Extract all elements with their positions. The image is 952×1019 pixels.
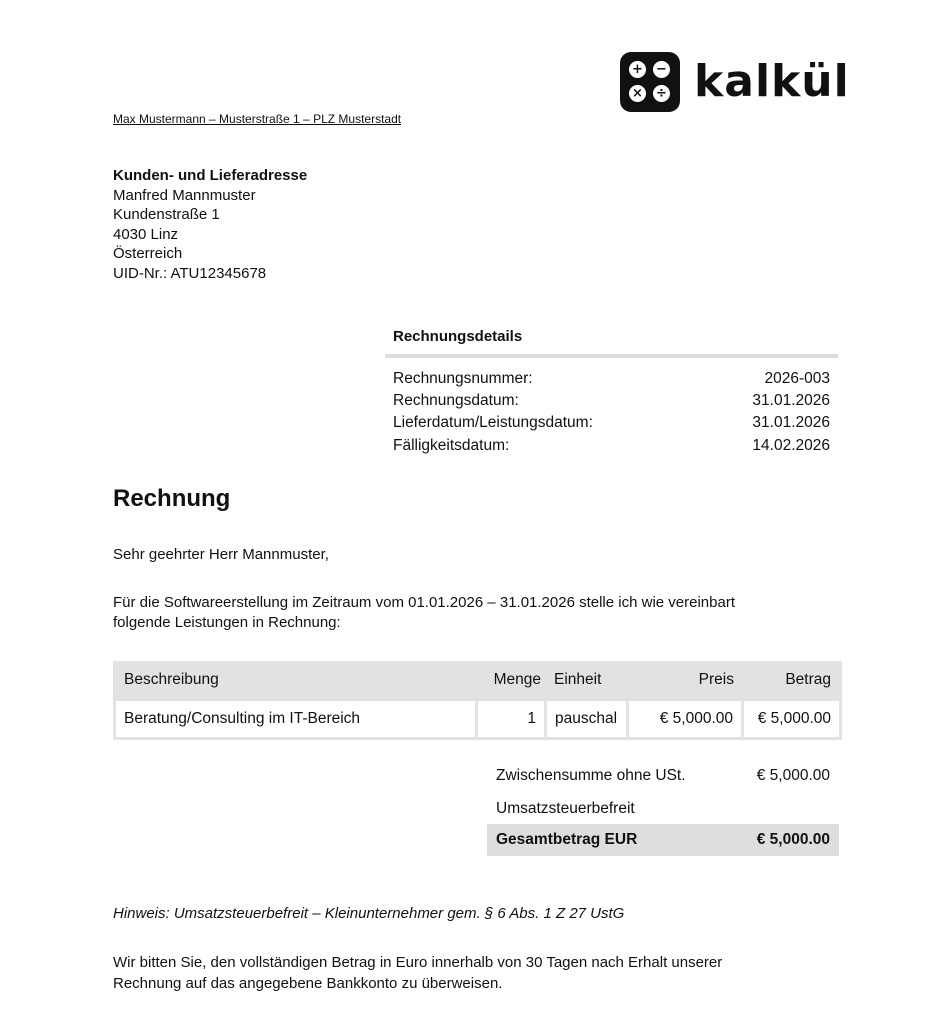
detail-value: 2026-003 <box>764 370 830 387</box>
grand-total-value: € 5,000.00 <box>756 831 830 848</box>
document-title: Rechnung <box>113 485 231 512</box>
divide-icon: ÷ <box>653 85 670 102</box>
detail-label: Lieferdatum/Leistungsdatum: <box>393 414 593 431</box>
detail-value: 31.01.2026 <box>752 414 830 431</box>
calculator-icon <box>620 52 680 112</box>
sender-address-line: Max Mustermann – Musterstraße 1 – PLZ Musterstadt <box>113 112 402 126</box>
payment-line-2: Rechnung auf das angegebene Bankkonto zu überweisen. <box>113 975 503 992</box>
row-description: Beratung/Consulting im IT-Bereich <box>116 701 475 737</box>
customer-country: Österreich <box>113 245 183 262</box>
plus-icon: + <box>629 61 646 78</box>
table-header-row <box>113 661 842 699</box>
details-divider <box>385 354 838 358</box>
tax-note: Hinweis: Umsatzsteuerbefreit – Kleinunternehmer gem. § 6 Abs. 1 Z 27 UstG <box>113 905 625 922</box>
payment-line-1: Wir bitten Sie, den vollständigen Betrag in Euro innerhalb von 30 Tagen nach Erhalt unserer <box>113 954 723 971</box>
subtotal-value: € 5,000.00 <box>756 767 830 784</box>
detail-row-due-date <box>393 437 830 455</box>
detail-row-invoice-date <box>393 392 830 410</box>
row-quantity: 1 <box>478 701 544 737</box>
customer-address <box>113 166 307 283</box>
intro-line-2: folgende Leistungen in Rechnung: <box>113 614 341 631</box>
header-quantity: Menge <box>493 671 541 688</box>
address-heading: Kunden- und Lieferadresse <box>113 167 308 184</box>
detail-value: 31.01.2026 <box>752 392 830 409</box>
invoice-details-title: Rechnungsdetails <box>393 328 523 345</box>
header-description: Beschreibung <box>124 671 219 688</box>
salutation: Sehr geehrter Herr Mannmuster, <box>113 546 329 563</box>
intro-line-1: Für die Softwareerstellung im Zeitraum vom 01.01.2026 – 31.01.2026 stelle ich wie vereinbart <box>113 594 735 611</box>
header-price: Preis <box>698 671 734 688</box>
subtotal-label: Zwischensumme ohne USt. <box>496 767 686 784</box>
grand-total-row <box>487 824 839 856</box>
detail-row-invoice-number <box>393 370 830 388</box>
customer-street: Kundenstraße 1 <box>113 206 220 223</box>
table-row <box>113 699 842 740</box>
row-price: € 5,000.00 <box>629 701 741 737</box>
detail-row-delivery-date <box>393 414 830 432</box>
header-amount: Betrag <box>785 671 831 688</box>
row-unit: pauschal <box>547 701 626 737</box>
detail-label: Rechnungsnummer: <box>393 370 533 387</box>
detail-label: Fälligkeitsdatum: <box>393 437 510 454</box>
row-amount: € 5,000.00 <box>744 701 839 737</box>
vat-row <box>487 793 839 825</box>
grand-total-label: Gesamtbetrag EUR <box>496 831 638 848</box>
customer-city: 4030 Linz <box>113 225 179 243</box>
minus-icon: − <box>653 61 670 78</box>
intro-text <box>113 593 833 633</box>
detail-label: Rechnungsdatum: <box>393 392 519 409</box>
customer-vat-id: UID-Nr.: ATU12345678 <box>113 264 267 282</box>
line-items-table <box>113 661 842 740</box>
header-unit: Einheit <box>554 671 602 688</box>
logo-wordmark: kalkül <box>694 56 850 107</box>
vat-label: Umsatzsteuerbefreit <box>496 800 635 817</box>
subtotal-row <box>487 760 839 792</box>
payment-terms <box>113 952 833 994</box>
times-icon: × <box>629 85 646 102</box>
detail-value: 14.02.2026 <box>752 437 830 454</box>
customer-name: Manfred Mannmuster <box>113 186 256 204</box>
company-logo <box>620 52 850 112</box>
